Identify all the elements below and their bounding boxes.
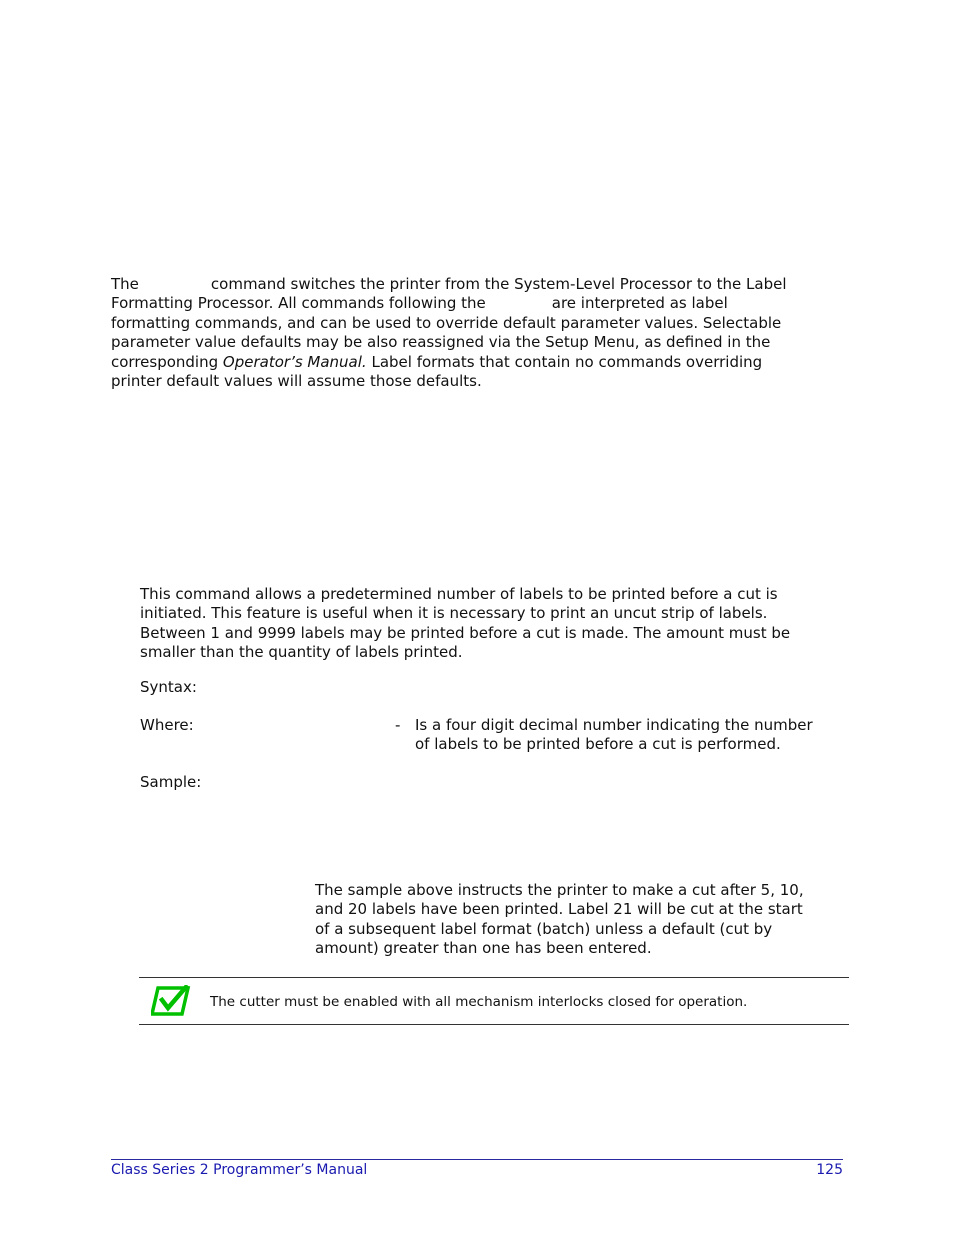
sample-label: Sample: — [140, 773, 202, 791]
footer-title: Class Series 2 Programmer’s Manual — [111, 1162, 368, 1178]
syntax-label: Syntax: — [140, 678, 197, 696]
intro-line: Formatting Processor. All commands following the — [111, 294, 486, 313]
sample-description-line: The sample above instructs the printer to make a cut after 5, 10, — [315, 881, 804, 899]
where-definition-line: of labels to be printed before a cut is performed. — [415, 735, 781, 754]
intro-line: are interpreted as label — [551, 294, 728, 313]
intro-line: printer default values will assume those defaults. — [111, 372, 482, 391]
intro-line: parameter value defaults may be also reassigned via the Setup Menu, as defined in the — [111, 333, 771, 352]
sample-description-line: of a subsequent label format (batch) unless a default (cut by — [315, 919, 773, 938]
check-icon — [151, 985, 191, 1017]
note-box — [139, 977, 849, 1025]
command-description — [140, 585, 840, 663]
where-definition — [415, 716, 845, 755]
intro-line: formatting commands, and can be used to override default parameter values. Selectable — [111, 313, 782, 332]
description-line: Between 1 and 9999 labels may be printed before a cut is made. The amount must be — [140, 623, 791, 642]
note-text: The cutter must be enabled with all mechanism interlocks closed for operation. — [210, 994, 748, 1010]
intro-paragraph — [111, 275, 831, 391]
sample-description — [315, 881, 840, 959]
intro-line: corresponding — [111, 352, 219, 371]
page-number: 125 — [816, 1162, 843, 1178]
sample-description-line: amount) greater than one has been entered. — [315, 939, 652, 958]
sample-description-line: and 20 labels have been printed. Label 21 will be cut at the start — [315, 900, 803, 919]
intro-line: command switches the printer from the System-Level Processor to the Label — [210, 275, 787, 293]
intro-line: The — [111, 275, 139, 293]
description-line: smaller than the quantity of labels printed. — [140, 643, 463, 662]
description-line: This command allows a predetermined number of labels to be printed before a cut is — [140, 585, 778, 603]
where-label: Where: — [140, 716, 194, 734]
description-line: initiated. This feature is useful when it is necessary to print an uncut strip of labels. — [140, 604, 768, 623]
intro-line: Label formats that contain no commands overriding — [371, 352, 763, 371]
footer-rule — [111, 1159, 843, 1160]
where-dash: - — [395, 716, 401, 734]
where-definition-line: Is a four digit decimal number indicating the number — [415, 716, 813, 734]
manual-title: Operator’s Manual. — [222, 352, 367, 371]
